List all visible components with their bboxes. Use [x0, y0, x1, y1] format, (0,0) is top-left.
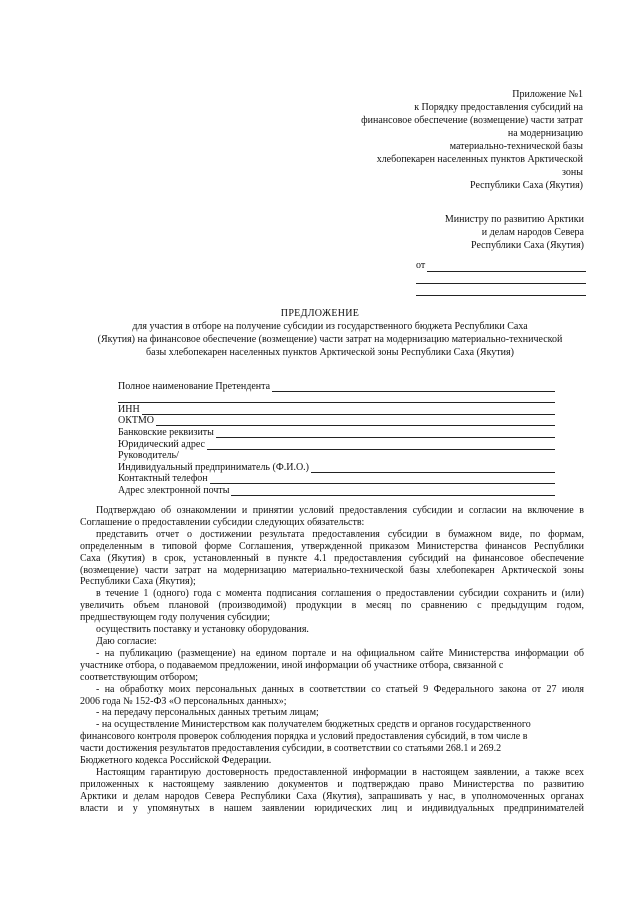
field-label: Адрес электронной почты — [118, 484, 230, 496]
ip-input-line[interactable] — [311, 464, 555, 473]
appendix-line: материально-технической базы — [449, 141, 583, 152]
paragraph-line: - на публикацию (размещение) на едином портале и на официальном сайте Министерства информации об — [96, 647, 584, 659]
paragraph-line: участнике отбора, о подаваемом предложении, иной информации об участнике отбора, связанной с — [80, 659, 504, 671]
address-input-line[interactable] — [207, 441, 555, 450]
body-text — [80, 505, 584, 815]
full-name-input-line[interactable] — [272, 383, 555, 392]
field-address — [118, 438, 555, 450]
bank-input-line[interactable] — [216, 429, 555, 438]
paragraph-line: определенным в типовой форме Соглашения, утвержденной приказом Министерства финансов Республики — [80, 540, 584, 552]
inn-input-line[interactable] — [142, 406, 555, 415]
paragraph-line: Арктики и делам народов Севера Республики Саха (Якутия), запрашивать у нас, в уполномоченных органах — [80, 790, 584, 802]
paragraph-line: - на обработку моих персональных данных в соответствии со статьей 9 Федерального закона от 27 июля — [96, 683, 584, 695]
appendix-line: на модернизацию — [507, 128, 583, 139]
paragraph-line: Соглашение о предоставлении субсидии следующих обязательств: — [80, 516, 365, 528]
paragraph-line: осуществить поставку и установку оборудования. — [96, 624, 309, 636]
paragraph-line: представить отчет о достижении результата предоставления субсидии в бумажном виде, по формам, — [96, 528, 584, 540]
field-phone — [118, 473, 555, 485]
appendix-line: к Порядку предоставления субсидий на — [414, 102, 583, 113]
paragraph-line: увеличить объем плановой (производимой) продукции в месяц по сравнению с предыдущим годом, — [80, 600, 584, 612]
subtitle-line: (Якутия) на финансовое обеспечение (возмещение) части затрат на модернизацию материально-технической — [97, 334, 563, 345]
field-label: Юридический адрес — [118, 438, 205, 450]
field-email — [118, 484, 555, 496]
paragraph-line: соответствующим отбором; — [80, 671, 199, 683]
paragraph-line: - на передачу персональных данных третьим лицам; — [96, 707, 319, 719]
paragraph-line: части достижения результатов предоставления субсидии, в соответствии со статьями 268.1 и 269.2 — [80, 743, 502, 755]
paragraph-line: (возмещение) части затрат на модернизацию материально-технической базы хлебопекарен Арктической зоны — [80, 564, 584, 576]
recipient-line: Министру по развитию Арктики — [444, 214, 584, 225]
document-title: ПРЕДЛОЖЕНИЕ — [280, 308, 360, 319]
field-blank — [118, 392, 555, 404]
paragraph-line: 2006 года № 152-ФЗ «О персональных данных»; — [80, 695, 287, 707]
applicant-form — [118, 380, 555, 496]
appendix-header — [340, 88, 583, 192]
paragraph-line: Бюджетного кодекса Российской Федерации. — [80, 755, 272, 767]
sender-line[interactable] — [416, 282, 586, 284]
appendix-line: Республики Саха (Якутия) — [470, 180, 583, 191]
document-subtitle — [80, 320, 580, 359]
paragraph-line: финансового контроля проверок соблюдения порядка и условий предоставления субсидий, в том числе в — [80, 731, 528, 743]
field-ip — [118, 461, 555, 473]
sender-label: от — [416, 260, 426, 271]
field-label: Контактный телефон — [118, 473, 208, 485]
appendix-line: Приложение №1 — [512, 89, 583, 100]
field-head — [118, 450, 555, 462]
field-oktmo — [118, 415, 555, 427]
sender-line[interactable] — [427, 262, 586, 272]
paragraph-line: - на осуществление Министерством как получателем бюджетных средств и органов государственного — [96, 719, 531, 731]
paragraph-line: предшествующем году получения субсидии; — [80, 612, 271, 624]
subtitle-line: для участия в отборе на получение субсидии из государственного бюджета Республики Саха — [132, 321, 528, 332]
paragraph-line: приложенных к настоящему заявлению документов и подтверждаю право Министерства по развитию — [80, 778, 584, 790]
recipient-line: Республики Саха (Якутия) — [471, 240, 584, 251]
sender-line[interactable] — [416, 294, 586, 296]
field-label: Руководитель/ — [118, 450, 179, 462]
oktmo-input-line[interactable] — [156, 417, 555, 426]
recipient-block — [400, 213, 584, 252]
field-label: Полное наименование Претендента — [118, 380, 271, 392]
sender-row — [416, 260, 586, 272]
appendix-line: финансовое обеспечение (возмещение) части затрат — [361, 115, 583, 126]
paragraph-line: Республики Саха (Якутия); — [80, 576, 196, 588]
email-input-line[interactable] — [231, 487, 555, 496]
paragraph-line: власти и у упомянутых в нашем заявлении юридических лиц и индивидуальных предпринимателей — [80, 802, 584, 814]
paragraph-line: в течение 1 (одного) года с момента подписания соглашения о предоставлении субсидии сохранить и (или) — [96, 588, 584, 600]
blank-input-line[interactable] — [118, 394, 555, 403]
field-label: Индивидуальный предприниматель (Ф.И.О.) — [118, 461, 309, 473]
appendix-line: зоны — [562, 167, 583, 178]
field-full-name — [118, 380, 555, 392]
subtitle-line: базы хлебопекарен населенных пунктов Арктической зоны Республики Саха (Якутия) — [146, 347, 514, 358]
paragraph-line: Настоящим гарантирую достоверность предоставленной информации в настоящем заявлении, а также всех — [96, 766, 584, 778]
appendix-line: хлебопекарен населенных пунктов Арктической — [376, 154, 583, 165]
field-label: Банковские реквизиты — [118, 426, 214, 438]
field-inn — [118, 403, 555, 415]
field-label: ОКТМО — [118, 415, 154, 427]
paragraph-line: Даю согласие: — [96, 635, 157, 647]
paragraph-line: Подтверждаю об ознакомлении и принятии условий предоставления субсидии и согласии на включение в — [96, 505, 584, 516]
paragraph-line: Саха (Якутия) в срок, установленный в пункте 4.1 предоставления субсидий на финансовое обеспечение — [80, 552, 584, 564]
field-bank — [118, 426, 555, 438]
sender-block — [416, 260, 586, 296]
field-label: ИНН — [118, 403, 140, 415]
phone-input-line[interactable] — [210, 475, 555, 484]
recipient-line: и делам народов Севера — [481, 227, 584, 238]
